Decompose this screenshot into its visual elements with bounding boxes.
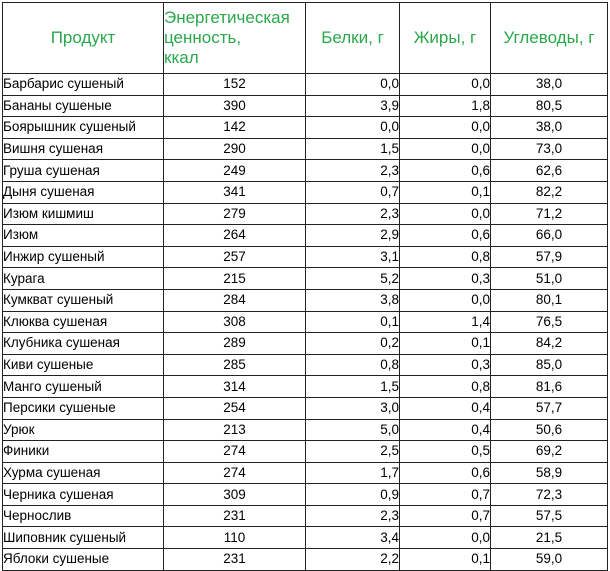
table-row [3, 484, 608, 506]
cell-energy: 279 [164, 203, 306, 225]
table-row [3, 333, 608, 355]
cell-product: Киви сушеные [3, 354, 164, 376]
table-row [3, 354, 608, 376]
table-row [3, 527, 608, 549]
cell-carbs: 21,5 [491, 527, 608, 549]
cell-energy: 284 [164, 289, 306, 311]
cell-fat: 0,5 [400, 441, 491, 463]
cell-product: Урюк [3, 419, 164, 441]
cell-fat: 0,8 [400, 376, 491, 398]
table-row [3, 462, 608, 484]
cell-energy: 254 [164, 397, 306, 419]
cell-energy: 231 [164, 505, 306, 527]
cell-product: Груша сушеная [3, 160, 164, 182]
cell-fat: 0,0 [400, 138, 491, 160]
cell-fat: 0,0 [400, 74, 491, 96]
cell-fat: 0,8 [400, 246, 491, 268]
table-row [3, 160, 608, 182]
cell-product: Клубника сушеная [3, 333, 164, 355]
cell-protein: 0,0 [306, 74, 400, 96]
cell-energy: 142 [164, 117, 306, 139]
cell-energy: 341 [164, 181, 306, 203]
cell-energy: 110 [164, 527, 306, 549]
cell-fat: 0,7 [400, 505, 491, 527]
cell-carbs: 50,6 [491, 419, 608, 441]
cell-protein: 0,7 [306, 181, 400, 203]
cell-protein: 3,8 [306, 289, 400, 311]
cell-fat: 0,1 [400, 549, 491, 571]
cell-carbs: 85,0 [491, 354, 608, 376]
cell-energy: 274 [164, 441, 306, 463]
table-row [3, 376, 608, 398]
cell-energy: 213 [164, 419, 306, 441]
cell-protein: 2,5 [306, 441, 400, 463]
cell-fat: 0,4 [400, 419, 491, 441]
cell-carbs: 71,2 [491, 203, 608, 225]
cell-protein: 0,8 [306, 354, 400, 376]
cell-energy: 314 [164, 376, 306, 398]
cell-fat: 1,8 [400, 95, 491, 117]
cell-product: Инжир сушеный [3, 246, 164, 268]
cell-fat: 0,6 [400, 160, 491, 182]
cell-product: Изюм [3, 225, 164, 247]
table-body [3, 74, 608, 571]
cell-protein: 3,1 [306, 246, 400, 268]
cell-fat: 0,3 [400, 354, 491, 376]
cell-fat: 0,0 [400, 117, 491, 139]
table-row [3, 225, 608, 247]
table-row [3, 549, 608, 571]
cell-carbs: 66,0 [491, 225, 608, 247]
cell-product: Вишня сушеная [3, 138, 164, 160]
table-row [3, 419, 608, 441]
table-row [3, 117, 608, 139]
cell-energy: 264 [164, 225, 306, 247]
cell-protein: 2,9 [306, 225, 400, 247]
cell-carbs: 58,9 [491, 462, 608, 484]
cell-energy: 274 [164, 462, 306, 484]
cell-product: Финики [3, 441, 164, 463]
table-row [3, 246, 608, 268]
cell-product: Барбарис сушеный [3, 74, 164, 96]
cell-fat: 0,0 [400, 527, 491, 549]
cell-protein: 5,2 [306, 268, 400, 290]
cell-product: Черника сушеная [3, 484, 164, 506]
table-row [3, 181, 608, 203]
header-product: Продукт [3, 3, 164, 74]
table-row [3, 311, 608, 333]
cell-fat: 0,1 [400, 333, 491, 355]
cell-carbs: 51,0 [491, 268, 608, 290]
nutrition-table [2, 2, 608, 571]
cell-energy: 257 [164, 246, 306, 268]
cell-carbs: 62,6 [491, 160, 608, 182]
table-row [3, 138, 608, 160]
cell-product: Боярышник сушеный [3, 117, 164, 139]
cell-fat: 0,3 [400, 268, 491, 290]
table-row [3, 289, 608, 311]
cell-protein: 0,0 [306, 117, 400, 139]
cell-fat: 0,6 [400, 462, 491, 484]
cell-fat: 0,4 [400, 397, 491, 419]
cell-protein: 3,0 [306, 397, 400, 419]
cell-carbs: 82,2 [491, 181, 608, 203]
cell-carbs: 80,5 [491, 95, 608, 117]
cell-energy: 231 [164, 549, 306, 571]
cell-product: Дыня сушеная [3, 181, 164, 203]
cell-protein: 1,5 [306, 138, 400, 160]
cell-protein: 0,1 [306, 311, 400, 333]
header-energy-line-1: Энергетическая [164, 8, 290, 27]
cell-carbs: 84,2 [491, 333, 608, 355]
cell-protein: 3,4 [306, 527, 400, 549]
cell-protein: 0,2 [306, 333, 400, 355]
cell-protein: 3,9 [306, 95, 400, 117]
cell-energy: 285 [164, 354, 306, 376]
table-row [3, 203, 608, 225]
cell-protein: 2,2 [306, 549, 400, 571]
cell-fat: 0,0 [400, 289, 491, 311]
cell-protein: 2,3 [306, 505, 400, 527]
cell-energy: 290 [164, 138, 306, 160]
cell-product: Персики сушеные [3, 397, 164, 419]
cell-carbs: 81,6 [491, 376, 608, 398]
table-row [3, 397, 608, 419]
cell-energy: 249 [164, 160, 306, 182]
header-row [3, 3, 608, 74]
cell-product: Курага [3, 268, 164, 290]
cell-protein: 2,3 [306, 160, 400, 182]
cell-carbs: 57,5 [491, 505, 608, 527]
cell-product: Яблоки сушеные [3, 549, 164, 571]
cell-carbs: 57,7 [491, 397, 608, 419]
cell-protein: 1,7 [306, 462, 400, 484]
cell-energy: 152 [164, 74, 306, 96]
header-energy [164, 3, 306, 74]
cell-energy: 215 [164, 268, 306, 290]
cell-carbs: 76,5 [491, 311, 608, 333]
cell-carbs: 72,3 [491, 484, 608, 506]
header-fat: Жиры, г [400, 3, 491, 74]
cell-carbs: 59,0 [491, 549, 608, 571]
cell-product: Изюм кишмиш [3, 203, 164, 225]
cell-carbs: 69,2 [491, 441, 608, 463]
cell-fat: 0,7 [400, 484, 491, 506]
cell-protein: 5,0 [306, 419, 400, 441]
table-row [3, 95, 608, 117]
header-energy-line-2: ценность, [164, 28, 242, 47]
header-carbs: Углеводы, г [491, 3, 608, 74]
cell-protein: 1,5 [306, 376, 400, 398]
cell-fat: 0,6 [400, 225, 491, 247]
cell-protein: 0,9 [306, 484, 400, 506]
cell-protein: 2,3 [306, 203, 400, 225]
cell-product: Хурма сушеная [3, 462, 164, 484]
table-row [3, 268, 608, 290]
cell-carbs: 73,0 [491, 138, 608, 160]
cell-energy: 289 [164, 333, 306, 355]
cell-product: Клюква сушеная [3, 311, 164, 333]
cell-carbs: 57,9 [491, 246, 608, 268]
cell-energy: 308 [164, 311, 306, 333]
cell-carbs: 38,0 [491, 117, 608, 139]
cell-carbs: 80,1 [491, 289, 608, 311]
table-row [3, 441, 608, 463]
cell-fat: 1,4 [400, 311, 491, 333]
header-protein: Белки, г [306, 3, 400, 74]
table-row [3, 74, 608, 96]
cell-energy: 390 [164, 95, 306, 117]
cell-fat: 0,1 [400, 181, 491, 203]
cell-energy: 309 [164, 484, 306, 506]
cell-product: Бананы сушеные [3, 95, 164, 117]
header-energy-line-3: ккал [164, 48, 199, 67]
cell-product: Шиповник сушеный [3, 527, 164, 549]
cell-product: Чернослив [3, 505, 164, 527]
table-header [3, 3, 608, 74]
cell-fat: 0,0 [400, 203, 491, 225]
table-row [3, 505, 608, 527]
cell-product: Кумкват сушеный [3, 289, 164, 311]
cell-carbs: 38,0 [491, 74, 608, 96]
cell-product: Манго сушеный [3, 376, 164, 398]
